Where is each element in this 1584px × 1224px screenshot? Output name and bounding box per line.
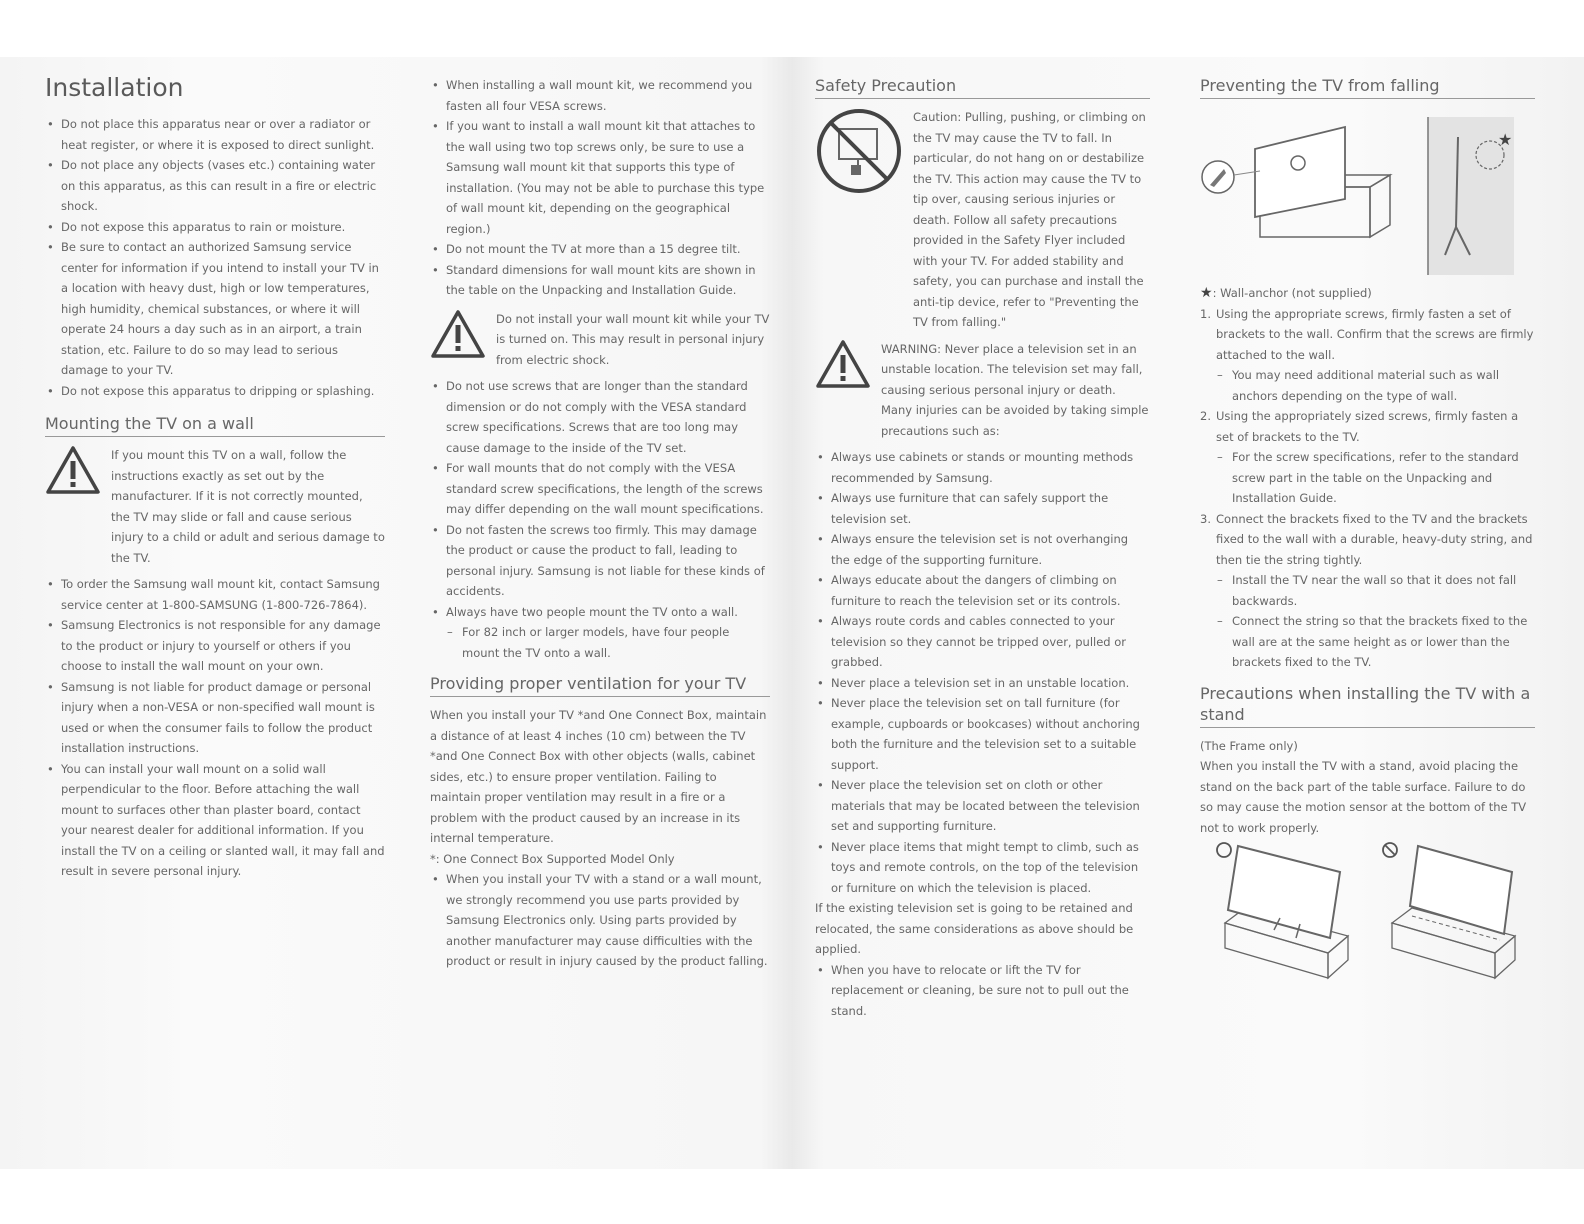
anchor-steps	[1200, 304, 1535, 673]
list-item: • Be sure to contact an authorized Samsung service center for information if you intend to install your TV in a location with heavy dust, high or low temperatures, high humidity, chemical substances, or where it will operate 24 hours a day such as in an airport, a train station, etc. Failure to do so may lead to serious damage to your TV.	[45, 237, 385, 381]
warning-block	[815, 339, 1150, 442]
correct-icon	[1217, 843, 1231, 857]
list-item: • Never place the television set on tall furniture (for example, cupboards or bookcases) without anchoring both the furniture and the television set to a suitable support.	[815, 693, 1150, 775]
list-item: • Always ensure the television set is not overhanging the edge of the supporting furniture.	[815, 529, 1150, 570]
list-item: • Do not place any objects (vases etc.) containing water on this apparatus, as this can result in a fire or electric shock.	[45, 155, 385, 217]
list-subitem: – For the screw specifications, refer to the standard screw part in the table on the Unpacking and Installation Guide.	[1200, 447, 1535, 509]
stand-text: When you install the TV with a stand, avoid placing the stand on the back part of the table surface. Failure to do so may cause the motion sensor at the bottom of the TV not to work properly.	[1200, 759, 1527, 835]
frame-only-note: (The Frame only)	[1200, 738, 1298, 753]
mount-warning-text: If you mount this TV on a wall, follow the instructions exactly as set out by the manufacturer. If it is not correctly mounted, the TV may slide or fall and cause serious injury to a child or adult and serious damage to the TV.	[111, 448, 385, 565]
stand-placement-illustration	[1200, 838, 1520, 988]
relocate-list	[815, 960, 1150, 1022]
list-item: • Always have two people mount the TV onto a wall.	[430, 602, 770, 623]
list-item: • Always use cabinets or stands or mounting methods recommended by Samsung.	[815, 447, 1150, 488]
list-item: • When you install your TV with a stand or a wall mount, we strongly recommend you use parts provided by Samsung Electronics only. Using parts provided by another manufacturer may cause difficulties with the product or result in injury caused by the product falling.	[430, 869, 770, 972]
retain-text: If the existing television set is going to be retained and relocated, the same considerations as above should be applied.	[815, 901, 1134, 956]
column-safety	[815, 75, 1150, 1021]
list-subitem: – For 82 inch or larger models, have four people mount the TV onto a wall.	[430, 622, 770, 663]
list-item: 3. Connect the brackets fixed to the TV and the brackets fixed to the wall with a durable, heavy-duty string, and then tie the string tightly.	[1200, 511, 1533, 567]
ventilation-note: *: One Connect Box Supported Model Only	[430, 851, 675, 866]
ventilation-text: When you install your TV *and One Connect Box, maintain a distance of at least 4 inches (10 cm) between the TV *and One Connect Box with other objects (walls, cabinet sides, etc.) to ensure proper ventilation. Failing to maintain proper ventilation may result in a fire or a problem with the product caused by an increase in its internal temperature.	[430, 708, 767, 845]
list-subitem: – You may need additional material such as wall anchors depending on the type of wall.	[1200, 365, 1535, 406]
shock-warning	[430, 309, 770, 371]
warning-triangle-icon	[815, 339, 871, 393]
column-wall-mount	[430, 75, 770, 972]
svg-text:★: ★	[1498, 130, 1513, 149]
list-item: • Standard dimensions for wall mount kits are shown in the table on the Unpacking and Installation Guide.	[430, 260, 770, 301]
list-item: • Always route cords and cables connected to your television so they cannot be tripped over, pulled or grabbed.	[815, 611, 1150, 673]
list-item: 2. Using the appropriately sized screws, firmly fasten a set of brackets to the TV.	[1200, 409, 1519, 444]
stand-heading: Precautions when installing the TV with a stand	[1200, 683, 1535, 728]
list-item: • Do not expose this apparatus to rain or moisture.	[45, 217, 385, 238]
list-item: • Do not place this apparatus near or over a radiator or heat register, or where it is exposed to direct sunlight.	[45, 114, 385, 155]
star-icon: ★	[1200, 285, 1213, 301]
no-climbing-icon	[815, 107, 903, 199]
list-item: • Do not mount the TV at more than a 15 degree tilt.	[430, 239, 770, 260]
ventilation-heading: Providing proper ventilation for your TV	[430, 673, 770, 697]
list-subitem: – Install the TV near the wall so that it does not fall backwards.	[1200, 570, 1535, 611]
mounting-list	[45, 574, 385, 882]
list-item: • If you want to install a wall mount kit that attaches to the wall using two top screws only, be sure to use a Samsung wall mount kit that supports this type of installation. (You may not be able to purchase this type of wall mount kit, depending on the geographical region.)	[430, 116, 770, 239]
caution-text: Caution: Pulling, pushing, or climbing on the TV may cause the TV to fall. In particular, do not hang on or destabilize the TV. This action may cause the TV to tip over, causing serious injuries or death. Follow all safety precautions provided in the Safety Flyer included with your TV. For added stability and safety, you can purchase and install the anti-tip device, refer to "Preventing the TV from falling."	[913, 110, 1146, 329]
list-item: 1. Using the appropriate screws, firmly fasten a set of brackets to the wall. Confirm that the screws are firmly attached to the wall.	[1200, 306, 1534, 362]
mounting-heading: Mounting the TV on a wall	[45, 413, 385, 437]
warning-text: WARNING: Never place a television set in an unstable location. The television set may fall, causing serious personal injury or death. Many injuries can be avoided by taking simple precautions such as:	[881, 341, 1149, 438]
mount-warning	[45, 445, 385, 568]
prevent-falling-heading: Preventing the TV from falling	[1200, 75, 1535, 99]
column-prevent-falling	[1200, 75, 1535, 988]
list-item: • Do not use screws that are longer than the standard dimension or do not comply with the VESA standard screw specifications. Screws that are too long may cause damage to the inside of the TV set.	[430, 376, 770, 458]
safety-heading: Safety Precaution	[815, 75, 1150, 99]
column-installation	[45, 73, 385, 882]
wall-anchor-illustration	[1200, 107, 1520, 277]
shock-warning-text: Do not install your wall mount kit while your TV is turned on. This may result in personal injury from electric shock.	[496, 311, 770, 367]
list-item: • When installing a wall mount kit, we recommend you fasten all four VESA screws.	[430, 75, 770, 116]
manual-sheet	[0, 57, 1584, 1169]
wall-mount-list	[430, 75, 770, 301]
list-item: • Do not fasten the screws too firmly. This may damage the product or cause the product to fall, leading to personal injury. Samsung is not liable for these kinds of accidents.	[430, 520, 770, 602]
list-item: • Never place a television set in an unstable location.	[815, 673, 1150, 694]
list-item: • Never place items that might tempt to climb, such as toys and remote controls, on the top of the television or furniture on which the television is placed.	[815, 837, 1150, 899]
list-subitem: – Connect the string so that the brackets fixed to the wall are at the same height as or lower than the brackets fixed to the TV.	[1200, 611, 1535, 673]
parts-list	[430, 869, 770, 972]
safety-list	[815, 447, 1150, 898]
installation-title: Installation	[45, 73, 184, 102]
warning-triangle-icon	[430, 309, 486, 363]
list-item: • Samsung is not liable for product damage or personal injury when a non-VESA or non-specified wall mount is used or when the consumer fails to follow the product installation instructions.	[45, 677, 385, 759]
list-item: • Samsung Electronics is not responsible for any damage to the product or injury to yourself or others if you choose to install the wall mount on your own.	[45, 615, 385, 677]
screw-list	[430, 376, 770, 663]
warning-triangle-icon	[45, 445, 101, 499]
list-item: • You can install your wall mount on a solid wall perpendicular to the floor. Before attaching the wall mount to surfaces other than plaster board, contact your nearest dealer for additional information. If you install the TV on a ceiling or slanted wall, it may fall and result in severe personal injury.	[45, 759, 385, 882]
list-item: • Never place the television set on cloth or other materials that may be located between the television set and supporting furniture.	[815, 775, 1150, 837]
anchor-note: ★: Wall-anchor (not supplied)	[1200, 285, 1372, 301]
list-item: • Always educate about the dangers of climbing on furniture to reach the television set or its controls.	[815, 570, 1150, 611]
caution-block	[815, 107, 1150, 333]
list-item: • When you have to relocate or lift the TV for replacement or cleaning, be sure not to pull out the stand.	[815, 960, 1150, 1022]
list-item: • Do not expose this apparatus to dripping or splashing.	[45, 381, 385, 402]
list-item: • Always use furniture that can safely support the television set.	[815, 488, 1150, 529]
installation-list	[45, 114, 385, 401]
list-item: • For wall mounts that do not comply with the VESA standard screw specifications, the length of the screws may differ depending on the wall mount specifications.	[430, 458, 770, 520]
list-item: • To order the Samsung wall mount kit, contact Samsung service center at 1-800-SAMSUNG (1-800-726-7864).	[45, 574, 385, 615]
